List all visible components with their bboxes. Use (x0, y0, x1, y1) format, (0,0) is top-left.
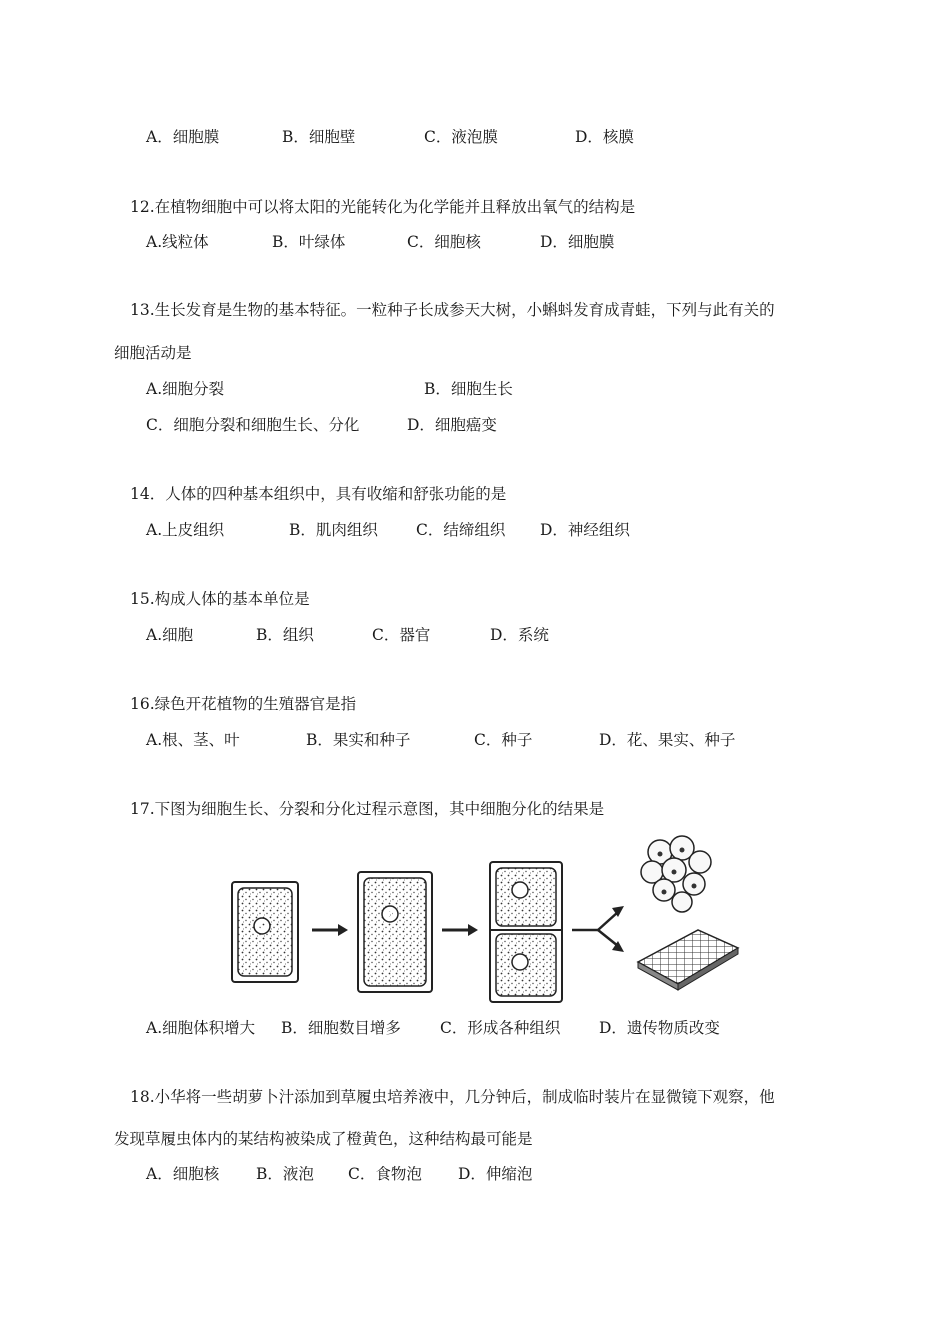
q14-option-c: C．结缔组织 (416, 521, 506, 539)
branch-arrows-icon (572, 906, 624, 952)
q17-stem: 17.下图为细胞生长、分裂和分化过程示意图，其中细胞分化的结果是 (130, 800, 605, 818)
q13-option-c: C．细胞分裂和细胞生长、分化 (146, 416, 360, 434)
q17-option-b: B．细胞数目增多 (281, 1019, 401, 1037)
q15-stem: 15.构成人体的基本单位是 (130, 590, 310, 608)
q16-option-b: B．果实和种子 (306, 731, 411, 749)
q13-stem-line1: 13.生长发育是生物的基本特征。一粒种子长成参天大树，小蝌蚪发育成青蛙，下列与此有关的 (130, 301, 775, 319)
divided-cells-icon (490, 862, 562, 1002)
q18-option-b: B．液泡 (256, 1165, 314, 1183)
mesh-tissue-sheet-icon (638, 930, 738, 990)
q12-option-d: D．细胞膜 (540, 233, 615, 251)
q12-option-a: A.线粒体 (146, 233, 209, 251)
q11-option-c: C．液泡膜 (424, 128, 498, 146)
cell-growth-division-differentiation-figure (220, 832, 750, 1012)
q17-option-a: A.细胞体积增大 (146, 1019, 256, 1037)
q12-option-b: B．叶绿体 (272, 233, 346, 251)
q11-option-a: A．细胞膜 (146, 128, 220, 146)
arrow-icon (312, 924, 348, 936)
q14-option-b: B．肌肉组织 (289, 521, 378, 539)
q17-option-c: C．形成各种组织 (440, 1019, 561, 1037)
q18-option-d: D．伸缩泡 (458, 1165, 533, 1183)
q13-option-a: A.细胞分裂 (146, 380, 225, 398)
q16-option-c: C．种子 (474, 731, 533, 749)
q12-option-c: C．细胞核 (407, 233, 481, 251)
q16-stem: 16.绿色开花植物的生殖器官是指 (130, 695, 357, 713)
q13-option-d: D．细胞癌变 (407, 416, 497, 434)
q15-option-d: D．系统 (490, 626, 549, 644)
q13-option-b: B．细胞生长 (424, 380, 513, 398)
q15-option-b: B．组织 (256, 626, 314, 644)
grown-cell-icon (358, 872, 432, 992)
q11-option-b: B．细胞壁 (282, 128, 356, 146)
q12-stem: 12.在植物细胞中可以将太阳的光能转化为化学能并且释放出氧气的结构是 (130, 198, 636, 216)
q18-stem-line1: 18.小华将一些胡萝卜汁添加到草履虫培养液中，几分钟后，制成临时装片在显微镜下观察，他 (130, 1088, 775, 1106)
small-cell-icon (232, 882, 298, 982)
q14-option-d: D．神经组织 (540, 521, 630, 539)
arrow-icon (442, 924, 478, 936)
q15-option-c: C．器官 (372, 626, 431, 644)
q14-option-a: A.上皮组织 (146, 521, 225, 539)
q16-option-a: A.根、茎、叶 (146, 731, 240, 749)
q18-option-c: C．食物泡 (348, 1165, 422, 1183)
q14-stem: 14．人体的四种基本组织中，具有收缩和舒张功能的是 (130, 485, 507, 503)
q11-option-d: D．核膜 (575, 128, 634, 146)
q18-option-a: A．细胞核 (146, 1165, 220, 1183)
q13-stem-line2: 细胞活动是 (114, 344, 192, 362)
q18-stem-line2: 发现草履虫体内的某结构被染成了橙黄色，这种结构最可能是 (114, 1130, 533, 1148)
q17-option-d: D．遗传物质改变 (599, 1019, 720, 1037)
q15-option-a: A.细胞 (146, 626, 194, 644)
cell-cluster-tissue-icon (641, 836, 711, 912)
q16-option-d: D．花、果实、种子 (599, 731, 736, 749)
